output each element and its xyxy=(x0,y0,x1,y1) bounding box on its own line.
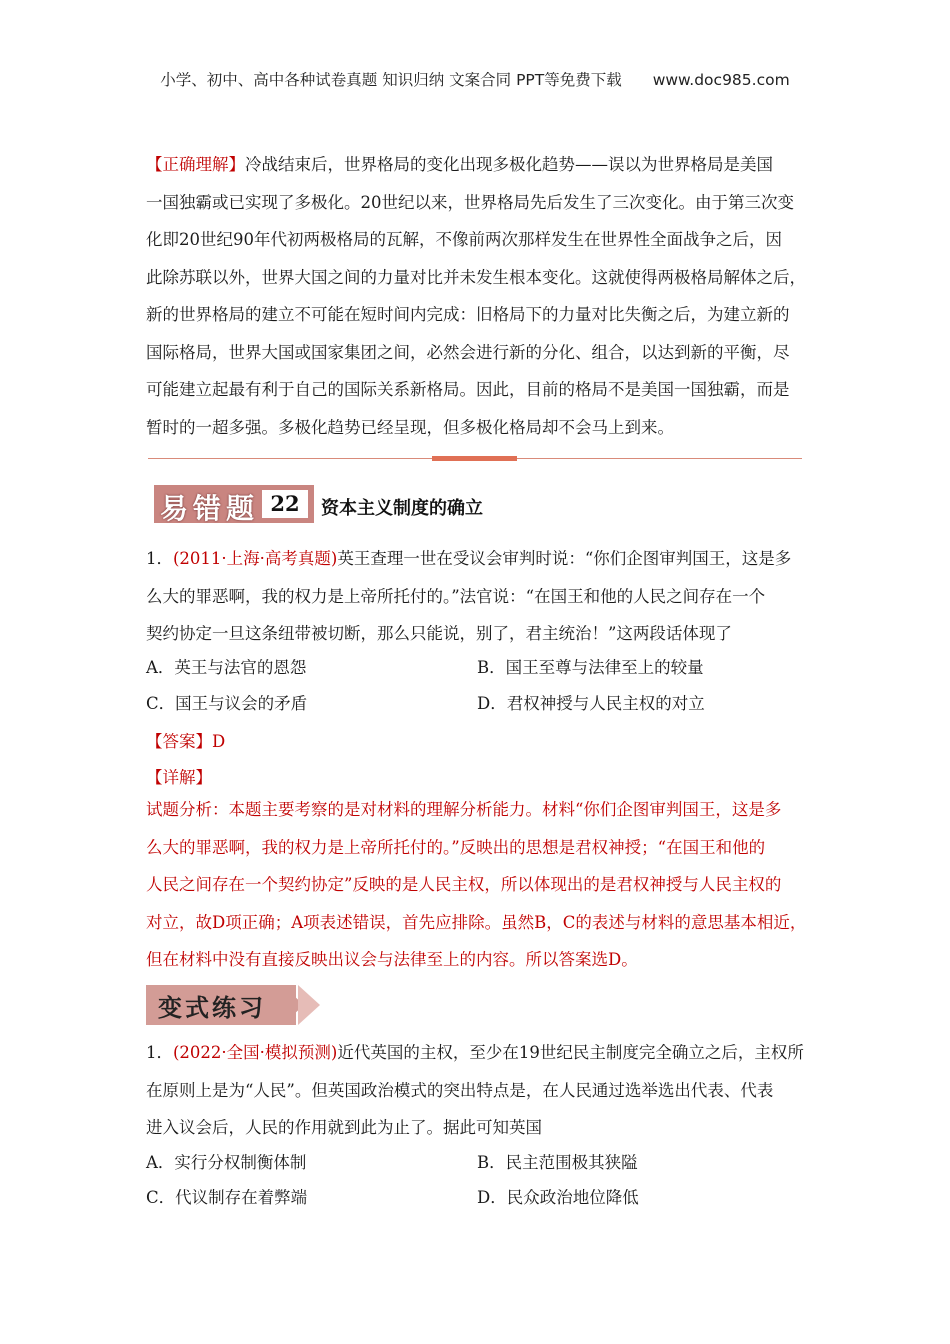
detail-line: 人民之间存在一个契约协定”反映的是人民主权，所以体现出的是君权神授与人民主权的 xyxy=(146,875,782,894)
option-c[interactable]: C．国王与议会的矛盾 xyxy=(146,694,308,713)
answer-value: D xyxy=(212,732,226,751)
section-number: 22 xyxy=(262,490,308,518)
question-source: (2022·全国·模拟预测) xyxy=(173,1043,338,1062)
question-2-stem xyxy=(146,1034,806,1147)
understanding-line: 新的世界格局的建立不可能在短时间内完成：旧格局下的力量对比失衡之后，为建立新的 xyxy=(146,305,790,324)
answer-label: 【答案】 xyxy=(146,732,212,751)
understanding-line: 此除苏联以外，世界大国之间的力量对比并未发生根本变化。这就使得两极格局解体之后， xyxy=(146,267,806,287)
understanding-label: 【正确理解】 xyxy=(146,155,245,174)
chevron-right-icon xyxy=(298,985,320,1025)
question-line: 在原则上是为“人民”。但英国政治模式的突出特点是，在人民通过选举选出代表、代表 xyxy=(146,1080,774,1100)
understanding-line: 【正确理解】冷战结束后，世界格局的变化出现多极化趋势——误以为世界格局是美国 xyxy=(146,155,773,174)
option-b[interactable]: B．国王至尊与法律至上的较量 xyxy=(477,658,704,677)
question-line: 1．(2011·上海·高考真题)英王查理一世在受议会审判时说：“你们企图审判国王，这是多 xyxy=(146,549,792,568)
detail-line: 么大的罪恶啊，我的权力是上帝所托付的。”反映出的思想是君权神授；“在国王和他的 xyxy=(146,837,766,857)
understanding-line: 暂时的一超多强。多极化趋势已经呈现，但多极化格局却不会马上到来。 xyxy=(146,417,674,437)
question-source: (2011·上海·高考真题) xyxy=(173,549,338,568)
understanding-line: 国际格局，世界大国或国家集团之间，必然会进行新的分化、组合，以达到新的平衡，尽 xyxy=(146,342,790,362)
option-a[interactable]: A．实行分权制衡体制 xyxy=(146,1153,307,1172)
page-header xyxy=(0,68,950,90)
option-d[interactable]: D．民众政治地位降低 xyxy=(477,1188,639,1207)
question-line: 进入议会后，人民的作用就到此为止了。据此可知英国 xyxy=(146,1118,542,1137)
variant-badge xyxy=(146,985,296,1025)
question-line: 么大的罪恶啊，我的权力是上帝所托付的。”法官说：“在国王和他的人民之间存在一个 xyxy=(146,586,766,606)
question-line: 1．(2022·全国·模拟预测)近代英国的主权，至少在19世纪民主制度完全确立之后，主权所 xyxy=(146,1043,804,1062)
question-number: 1． xyxy=(146,1043,173,1062)
understanding-paragraph xyxy=(146,146,806,446)
option-d[interactable]: D．君权神授与人民主权的对立 xyxy=(477,694,705,713)
option-b[interactable]: B．民主范围极其狭隘 xyxy=(477,1153,638,1172)
detail-line: 但在材料中没有直接反映出议会与法律至上的内容。所以答案选D。 xyxy=(146,950,638,969)
section-divider-accent xyxy=(432,456,517,461)
understanding-line: 可能建立起最有利于自己的国际关系新格局。因此，目前的格局不是美国一国独霸，而是 xyxy=(146,380,790,399)
section-title: 资本主义制度的确立 xyxy=(321,498,483,519)
question-line: 契约协定一旦这条纽带被切断，那么只能说，别了，君主统治！”这两段话体现了 xyxy=(146,624,732,643)
option-c[interactable]: C．代议制存在着弊端 xyxy=(146,1188,308,1207)
understanding-line: 一国独霸或已实现了多极化。20世纪以来，世界格局先后发生了三次变化。由于第三次变 xyxy=(146,192,794,212)
detail-label: 【详解】 xyxy=(146,768,212,787)
answer-line xyxy=(146,728,225,752)
understanding-line: 化即20世纪90年代初两极格局的瓦解，不像前两次那样发生在世界性全面战争之后，因 xyxy=(146,230,782,249)
detail-line: 试题分析：本题主要考察的是对材料的理解分析能力。材料“你们企图审判国王，这是多 xyxy=(146,800,782,819)
section-badge xyxy=(154,485,314,523)
header-site-link[interactable]: www.doc985.com xyxy=(652,71,790,89)
header-text: 小学、初中、高中各种试卷真题 知识归纳 文案合同 PPT等免费下载 xyxy=(160,71,622,89)
section-badge-title: 易错题 xyxy=(160,492,260,525)
question-1-stem xyxy=(146,540,806,653)
variant-badge-title: 变式练习 xyxy=(158,993,266,1022)
detail-line: 对立，故D项正确；A项表述错误，首先应排除。虽然B，C的表述与材料的意思基本相近， xyxy=(146,912,807,932)
option-a[interactable]: A．英王与法官的恩怨 xyxy=(146,658,307,677)
detail-paragraph xyxy=(146,791,814,979)
question-number: 1． xyxy=(146,549,173,568)
